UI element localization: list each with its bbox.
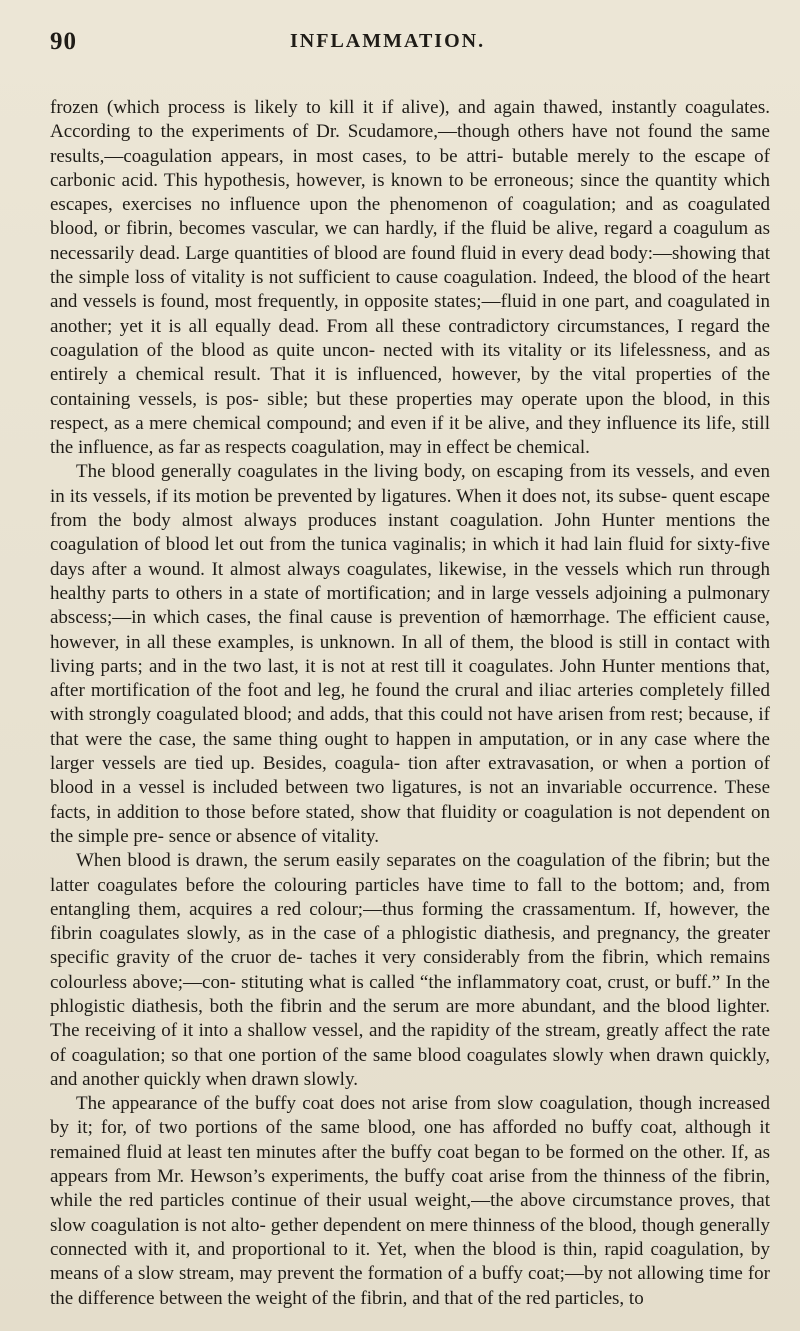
paragraph: When blood is drawn, the serum easily separates on the coagulation of the fibrin; but the latter coagulates before the colouring particles have time to fall to the bottom; and, from entangling them, acquires a red colour;—thus forming the crassamentum. If, however, the fibrin coagulates slowly, as in the case of a phlogistic diathesis, and pregnancy, the greater specific gravity of the cruor de- taches it very considerably from the fibrin, which remains colourless above;—con- stituting what is called “the inflammatory coat, crust, or buff.” In the phlogistic diathesis, both the fibrin and the serum are more abundant, and the blood lighter. The receiving of it into a shallow vessel, and the rapidity of the stream, greatly affect the rate of coagulation; so that one portion of the same blood coagulates slowly when drawn quickly, and another quickly when drawn slowly. <box>50 850 770 1090</box>
page-number: 90 <box>50 28 77 55</box>
body-text <box>50 96 770 1311</box>
running-head: INFLAMMATION. <box>290 30 486 52</box>
paragraph: The appearance of the buffy coat does not arise from slow coagulation, though increased by it; for, of two portions of the same blood, one has afforded no buffy coat, although it remained fluid at least ten minutes after the buffy coat began to be formed on the other. If, as appears from Mr. Hewson’s experiments, the buffy coat arise from the thinness of the fibrin, while the red particles continue of their usual weight,—the above circumstance proves, that slow coagulation is not alto- gether dependent on mere thinness of the blood, though generally connected with it, and proportional to it. Yet, when the blood is thin, rapid coagulation, by means of a slow stream, may prevent the formation of a buffy coat;—by not allowing time for the difference between the weight of the fibrin, and that of the red particles, to <box>50 1093 770 1309</box>
paragraph: frozen (which process is likely to kill it if alive), and again thawed, instantly coagulates. According to the experiments of Dr. Scudamore,—though others have not found the same results,—coagulation appears, in most cases, to be attri- butable merely to the escape of carbonic acid. This hypothesis, however, is known to be erroneous; since the quantity which escapes, exercises no influence upon the phenomenon of coagulation; and as coagulated blood, or fibrin, becomes vascular, we can hardly, if the fluid be alive, regard a coagulum as necessarily dead. Large quantities of blood are found fluid in every dead body:—showing that the simple loss of vitality is not sufficient to cause coagulation. Indeed, the blood of the heart and vessels is found, most frequently, in opposite states;—fluid in one part, and coagulated in another; yet it is all equally dead. From all these contradictory circumstances, I regard the coagulation of the blood as quite uncon- nected with its vitality or its lifelessness, and as entirely a chemical result. That it is influenced, however, by the vital properties of the containing vessels, is pos- sible; but these properties may operate upon the blood, in this respect, as a mere chemical compound; and even if it be alive, and they influence its life, still the influence, as far as respects coagulation, may in effect be chemical. <box>50 97 770 459</box>
page-header <box>50 28 760 58</box>
paragraph: The blood generally coagulates in the living body, on escaping from its vessels, and even in its vessels, if its motion be prevented by ligatures. When it does not, its subse- quent escape from the body almost always produces instant coagulation. John Hunter mentions the coagulation of blood let out from the tunica vaginalis; in which it had lain fluid for sixty-five days after a wound. It almost always coagulates, likewise, in the vessels which run through healthy parts to others in a state of mortification; and in large vessels adjoining a pulmonary abscess;—in which cases, the final cause is prevention of hæmorrhage. The efficient cause, however, in all these examples, is unknown. In all of them, the blood is still in contact with living parts; and in the two last, it is not at rest till it coagulates. John Hunter mentions that, after mortification of the foot and leg, he found the crural and iliac arteries completely filled with strongly coagulated blood; and adds, that this could not have arisen from rest; because, if that were the case, the same thing ought to happen in amputation, or in any case where the larger vessels are tied up. Besides, coagula- tion after extravasation, or when a portion of blood in a vessel is included between two ligatures, is not an invariable occurrence. These facts, in addition to those before stated, show that fluidity or coagulation is not dependent on the simple pre- sence or absence of vitality. <box>50 461 770 847</box>
